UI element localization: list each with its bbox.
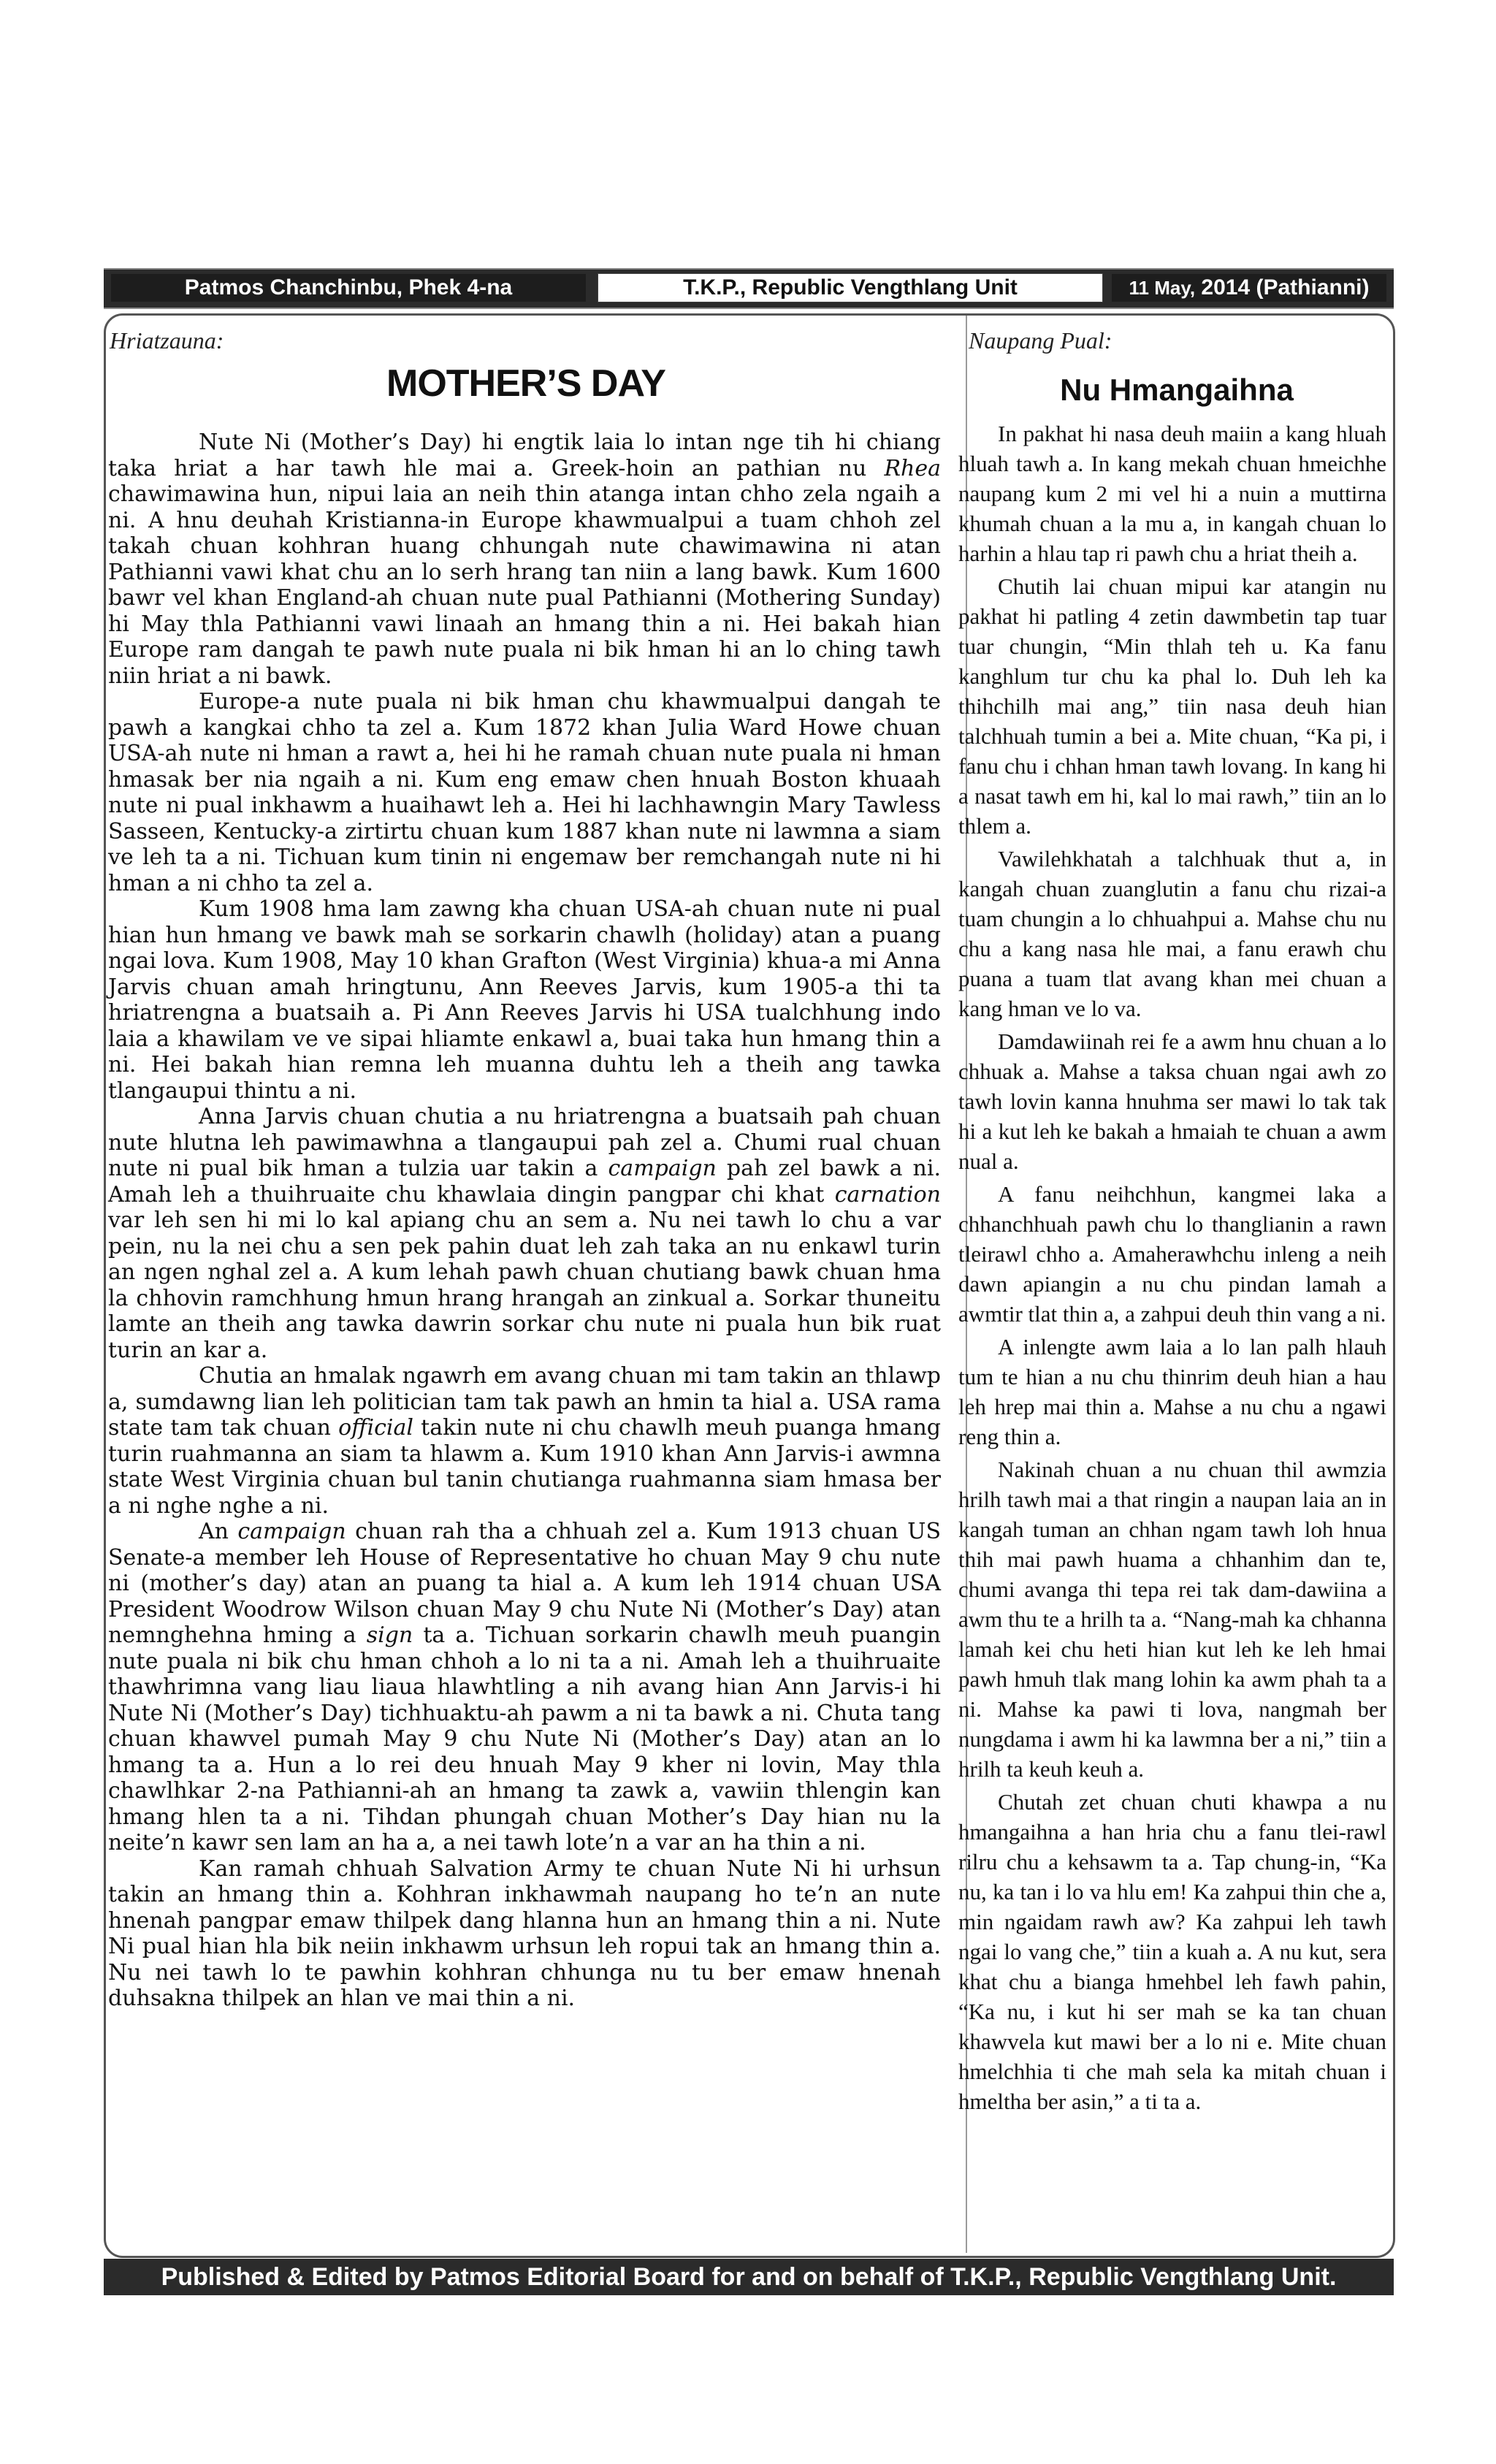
italic-term: Rhea [884, 455, 941, 481]
article-title: MOTHER’S DAY [386, 362, 665, 405]
left-section-label: Hriatzauna: [110, 327, 224, 354]
issue-date-day: 11 May, [1129, 277, 1196, 299]
italic-term: campaign [237, 1519, 346, 1544]
text-run: chawimawina hun, nipui laia an neih thin atanga intan chho zela ngaih a ni. A hnu deuhah Kristianna-in Europe khawmualpui a tuam chhoh zel takah chuan kohhran huang chhungah nute chawimawina ni atan Pathianni vawi khat chu an lo serh hrang tan niin a lang bawk. Kum 1600 bawr vel khan England-ah chuan nute pual Pathianni (Mothering Sunday) hi May thla Pathianni vawi linaah an hmang thin a ni. Hei bakah hian Europe ram dangah te pawh nute puala ni bik hman hi an lo ching tawh niin hriat a ni bawk. [108, 481, 941, 689]
story-paragraph: Vawilehkhatah a talchhuak thut a, in kangah chuan zuanglutin a fanu chu rizai-a tuam chungin a lo chhuahpui a. Mahse chu nu chu a kang nasa hle mai, a fanu erawh chu puana a tuam tlat avang khan mei chuan a kang hman ve lo va. [958, 846, 1386, 1021]
article-paragraph [108, 689, 941, 896]
masthead-bar [104, 268, 1394, 309]
article-body [108, 430, 941, 2012]
publisher-footer: Published & Edited by Patmos Editorial Board for and on behalf of T.K.P., Republic Vengthlang Unit. [104, 2259, 1394, 2295]
italic-term: official [338, 1415, 413, 1441]
story-paragraph: Chutih lai chuan mipui kar atangin nu pakhat hi patling 4 zetin dawmbetin tap tuar tuar chungin, “Min thlah teh u. Ka fanu kanghlum tur chu ka phal lo. Duh leh ka thihchilh mai ang,” tiin nasa deuh hian talchhuah tumin a bei a. Mite chuan, “Ka pi, i fanu chu i chhan hman tawh lovang. In kang hi a nasat tawh em hi, kal lo mai rawh,” tiin an lo thlem a. [958, 573, 1386, 839]
text-run: Chutia an hmalak ngawrh em avang chuan mi tam takin an thlawp a, sumdawng lian leh politician tam tak pawh an hmin ta hial a. USA rama state tam tak chuan [108, 1363, 941, 1441]
story-paragraph: In pakhat hi nasa deuh maiin a kang hluah hluah tawh a. In kang mekah chuan hmeichhe naupang kum 2 mi vel hi a nuin a muttirna khumah chuan a la mu a, in kangah chuan lo harhin a hlau tap ri pawh chu a hriat theih a. [958, 421, 1386, 566]
article-paragraph [108, 1363, 941, 1519]
italic-term: campaign [608, 1156, 717, 1181]
article-paragraph [108, 1856, 941, 2012]
issue-date [1112, 274, 1386, 302]
article-paragraph [108, 1104, 941, 1363]
text-run: An [199, 1519, 238, 1544]
story-paragraph: Chutah zet chuan chuti khawpa a nu hmangaihna a han hria chu a fanu tlei-rawl rilru chu a kehsawm ta a. Tap chung-in, “Ka nu, ka tan i lo va hlu em! Ka zahpui thin che a, min ngaidam rawh aw? Ka zahpui leh tawh ngai lo vang che,” tiin a kuah a. A nu kut, sera khat chu a bianga hmehbel leh fawh pahin, “Ka nu, i kut hi ser mah se ka tan chuan khawvela kut mawi ber a lo ni e. Mite chuan hmelchhia ti che mah sela ka mitah chuan i hmeltha ber asin,” a ti ta a. [958, 1789, 1386, 2114]
right-section-label: Naupang Pual: [969, 327, 1113, 354]
text-run: pah zel bawk a ni. Amah leh a thuihruaite chu khawlaia dingin pangpar chi khat [108, 1156, 941, 1208]
text-run: Kan ramah chhuah Salvation Army te chuan Nute Ni hi urhsun takin an hmang thin a. Kohhran inkhawmah naupang ho te’n an nute hnenah pangpar emaw thilpek dang hlanna hun an hmang thin a ni. Nute Ni pual hian hla bik neiin inkhawm urhsun leh ropui tak an hmang thin a. Nu nei tawh lo te pawhin kohhran chhunga nu tu ber emaw hnenah duhsakna thilpek an hlan ve mai thin a ni. [108, 1855, 941, 2011]
publication-name: Patmos Chanchinbu, Phek 4-na [111, 274, 586, 302]
story-body [958, 419, 1386, 2119]
issue-date-year: 2014 (Pathianni) [1195, 275, 1370, 300]
text-run: chuan rah tha a chhuah zel a. Kum 1913 chuan US Senate-a member leh House of Representative ho chuan May 9 chu nute ni (mother’s day) atan an puang ta hial a. A kum leh 1914 chuan USA President Woodrow Wilson chuan May 9 chu Nute Ni (Mother’s Day) atan nemnghehna hming a [108, 1519, 941, 1648]
story-paragraph: A fanu neihchhun, kangmei laka a chhanchhuah pawh chu lo thanglianin a rawn tleirawl chho a. Amaherawhchu inleng a neih dawn apiangin a nu chu pindan lamah a awmtir tlat thin a, a zahpui deuh thin vang a ni. [958, 1181, 1386, 1327]
text-run: Kum 1908 hma lam zawng kha chuan USA-ah chuan nute ni pual hian hun hmang ve bawk mah se sorkarin chawlh (holiday) atan a puang ngai lova. Kum 1908, May 10 khan Grafton (West Virginia) khua-a mi Anna Jarvis chuan amah hringtunu, Ann Reeves Jarvis, kum 1905-a thi ta hriatrengna a buatsaih a. Pi Ann Reeves Jarvis hi USA tualchhung indo laia a khawilam ve ve sipai hliamte enkawl a, buai taka hun hmang thin a ni. Hei bakah hian remna leh muanna duhtu leh a theih ang tawka tlangaupui thintu a ni. [108, 896, 941, 1104]
text-run: Europe-a nute puala ni bik hman chu khawmualpui dangah te pawh a kangkai chho ta zel a. Kum 1872 khan Julia Ward Howe chuan USA-ah nute ni hman a rawt a, hei hi he ramah chuan nute puala ni hman hmasak ber nia ngaih a ni. Kum eng emaw chen hnuah Boston khuaah nute ni pual inkhawm a huaihawt leh a. Hei hi lachhawngin Mary Tawless Sasseen, Kentucky-a zirtirtu chuan kum 1887 khan nute ni lawmna a siam ve leh ta a ni. Tichuan kum tinin ni engemaw ber remchangah nute ni hi hman a ni chho ta zel a. [108, 689, 941, 896]
text-run: takin nute ni chu chawlh meuh puanga hmang turin ruahmanna an siam ta hlawm a. Kum 1910 khan Ann Jarvis-i awmna state West Virginia chuan bul tanin chutianga ruahmanna siam hmasa ber a ni nghe nghe a ni. [108, 1415, 941, 1519]
text-run: Nute Ni (Mother’s Day) hi engtik laia lo intan nge tih hi chiang taka hriat a har tawh hle mai a. Greek-hoin an pathian nu [108, 430, 941, 481]
story-paragraph: A inlengte awm laia a lo lan palh hlauh tum te hian a nu chu thinrim deuh hian a hau leh hrep mai thin a. Mahse a nu chu a ngawi reng thin a. [958, 1334, 1386, 1449]
story-title: Nu Hmangaihna [1060, 373, 1294, 407]
article-paragraph [108, 896, 941, 1104]
story-paragraph: Damdawiinah rei fe a awm hnu chuan a lo chhuak a. Mahse a taksa chuan ngai awh zo tawh lovin kanna hnuhma ser mawi lo tak tak hi a kut leh ke bakah a hmaiah te chuan a awm nual a. [958, 1029, 1386, 1174]
story-paragraph: Nakinah chuan a nu chuan thil awmzia hrilh tawh mai a that ringin a naupan laia an in kangah tuman an chhan ngam tawh loh hnua thih mai pawh huama a chhanhim dan te, chumi avanga thi tepa rei tak dam-dawiina a awm thu te a hrilh ta a. “Nang-mah ka chhanna lamah kei chu heti hian kut leh ke leh hmai pawh hmuh tlak mang lohin ka awm phah ta a ni. Mahse ka pawi ti lova, nangmah ber nungdama i awm hi ka lawmna ber a ni,” tiin a hrilh ta keuh keuh a. [958, 1457, 1386, 1782]
article-paragraph [108, 1519, 941, 1856]
unit-name: T.K.P., Republic Vengthlang Unit [598, 273, 1103, 302]
text-run: ta a. Tichuan sorkarin chawlh meuh puangin nute puala ni bik chu hman chhoh a lo ni ta a ni. Amah leh a thuihruaite thawhrimna vang liau liaua hlawhtling a nih avang hian Ann Jarvis-i hi Nute Ni (Mother’s Day) tichhuaktu-ah pawm a ni ta bawk a ni. Chuta tang chuan khawvel pumah May 9 chu Nute Ni (Mother’s Day) atan an lo hmang ta a. Hun a lo rei deu hnuah May 9 kher ni lovin, May thla chawlhkar 2-na Pathianni-ah an hmang ta zawk a, vawiin thlengin kan hmang hlen ta a ni. Tihdan phungah chuan Mother’s Day hian nu la neite’n kawr sen lam an ha a, a nei tawh lote’n a var an ha thin a ni. [108, 1622, 941, 1855]
italic-term: carnation [834, 1181, 941, 1208]
text-run: var leh sen hi mi lo kal apiang chu an sem a. Nu nei tawh lo chu a var pein, nu la nei chu a sen pek pahin duat leh zah taka an nu enkawl turin an ngen nghal zel a. A kum lehah pawh chuan chutiang bawk chuan hma la chhovin ramchhung hmun hrang hrangah an zinkual a. Sorkar thuneitu lamte an theih ang tawka dawrin sorkar chu nute ni puala hun bik ruat turin an kar a. [108, 1208, 941, 1363]
italic-term: sign [366, 1622, 413, 1648]
text-run: Anna Jarvis chuan chutia a nu hriatrengna a buatsaih pah chuan nute hlutna leh pawimawhna a tlangaupui pah zel a. Chumi rual chuan nute ni pual bik hman a tulzia uar takin a [108, 1104, 941, 1181]
article-paragraph [108, 430, 941, 689]
